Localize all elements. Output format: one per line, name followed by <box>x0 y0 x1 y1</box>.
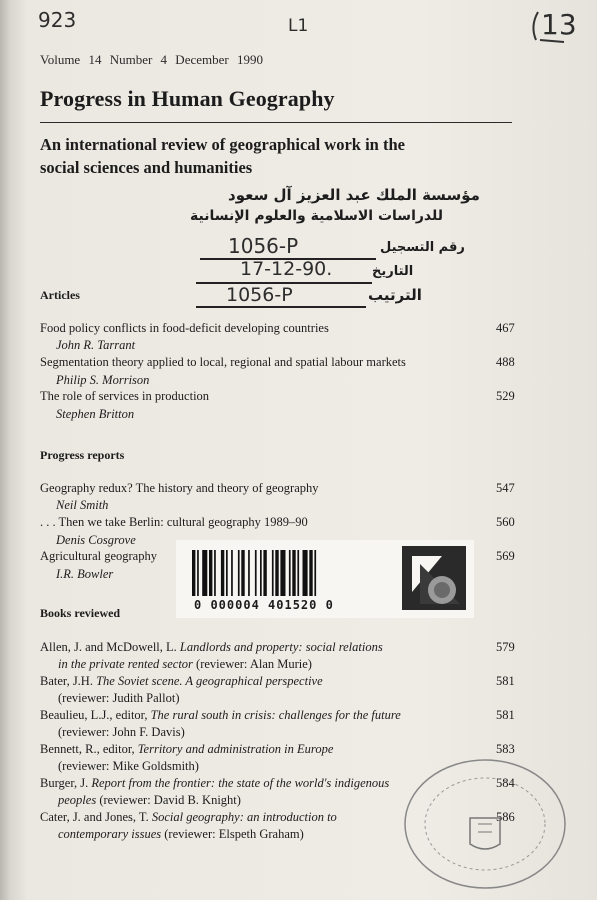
book-title: Territory and administration in Europe <box>137 742 334 756</box>
barcode-bar <box>202 550 207 596</box>
report-page: 547 <box>496 481 515 495</box>
book-citation-line-1 <box>40 776 389 791</box>
book-citation-line-2 <box>58 793 241 808</box>
book-title-continued: in the private rented sector <box>58 657 193 671</box>
barcode-bar <box>303 550 308 596</box>
barcode-bar <box>314 550 316 596</box>
barcode-bar <box>275 550 278 596</box>
book-page: 579 <box>496 640 515 654</box>
barcode-bar <box>289 550 291 596</box>
article-page: 467 <box>496 321 515 335</box>
book-citation-line-1 <box>40 674 323 689</box>
book-reviewer: (reviewer: Alan Murie) <box>192 657 312 671</box>
barcode-bar <box>255 550 257 596</box>
book-title: The Soviet scene. A geographical perspective <box>96 674 323 688</box>
barcode-bar <box>209 550 212 596</box>
barcode-bar <box>280 550 285 596</box>
barcode-bar <box>197 550 199 596</box>
article-author: Philip S. Morrison <box>56 373 150 387</box>
article-author: Stephen Britton <box>56 407 135 421</box>
section-progress-reports: Progress reports <box>40 448 125 462</box>
stamp-date-value: 17-12-90. <box>240 258 333 280</box>
barcode-bar <box>241 550 244 596</box>
book-citation-line-1 <box>40 742 333 757</box>
book-page: 581 <box>496 674 515 688</box>
book-citation-line-2 <box>58 691 180 706</box>
barcode-bar <box>238 550 240 596</box>
report-author: I.R. Bowler <box>56 567 114 581</box>
title-rule <box>40 122 512 123</box>
stamp-shelf-label: الترتيب <box>368 286 422 304</box>
handwritten-number-right: 13 <box>541 8 577 41</box>
report-page: 569 <box>496 549 515 563</box>
handwritten-bracket-icon <box>528 10 568 44</box>
book-author: Cater, J. and Jones, T. <box>40 810 152 824</box>
book-page: 584 <box>496 776 515 790</box>
journal-title: Progress in Human Geography <box>40 86 335 111</box>
handwritten-mark-center: L1 <box>288 16 309 36</box>
article-title: Food policy conflicts in food-deficit developing countries <box>40 321 329 335</box>
stamp-registration-label: رقم التسجيل <box>380 240 465 255</box>
book-title-continued: peoples <box>58 793 97 807</box>
report-author: Denis Cosgrove <box>56 533 136 547</box>
book-title: The rural south in crisis: challenges for the future <box>150 708 401 722</box>
book-title: Social geography: an introduction to <box>151 810 337 824</box>
book-reviewer: (reviewer: Elspeth Graham) <box>161 827 304 841</box>
issue-line: Volume 14 Number 4 December 1990 <box>40 52 263 67</box>
stamp-shelf-value: 1056-P <box>226 284 293 306</box>
book-citation-line-1 <box>40 640 383 655</box>
report-page: 560 <box>496 515 515 529</box>
book-title: Report from the frontier: the state of the world's indigenous <box>91 776 390 790</box>
section-books-reviewed: Books reviewed <box>40 606 121 620</box>
library-seal-icon <box>400 754 570 894</box>
barcode-bar <box>221 550 224 596</box>
book-reviewer: (reviewer: Mike Goldsmith) <box>58 759 199 773</box>
book-author: Beaulieu, L.J., editor, <box>40 708 151 722</box>
barcode-bar <box>272 550 274 596</box>
book-reviewer: (reviewer: David B. Knight) <box>96 793 241 807</box>
subtitle-line-1: An international review of geographical work in the <box>40 135 405 154</box>
book-citation-line-2 <box>58 725 185 740</box>
subtitle-line-2: social sciences and humanities <box>40 158 253 177</box>
article-page: 529 <box>496 389 515 403</box>
barcode-bar <box>292 550 295 596</box>
publisher-logo-icon <box>402 546 466 610</box>
stamp-registration-value: 1056-P <box>228 234 299 258</box>
book-author: Burger, J. <box>40 776 92 790</box>
book-citation-line-2 <box>58 759 199 774</box>
barcode-sticker <box>176 540 474 618</box>
book-reviewer: (reviewer: Judith Pallot) <box>58 691 180 705</box>
report-title: Agricultural geography <box>40 549 157 563</box>
barcode-bar <box>260 550 262 596</box>
book-citation-line-2 <box>58 827 304 842</box>
book-reviewer: (reviewer: John F. Davis) <box>58 725 185 739</box>
book-citation-line-2 <box>58 657 312 672</box>
handwritten-number-left: 923 <box>38 8 77 32</box>
article-title: The role of services in production <box>40 389 210 403</box>
book-citation-line-1 <box>40 810 337 825</box>
barcode-bar <box>309 550 312 596</box>
article-page: 488 <box>496 355 515 369</box>
stamp-institution-line: مؤسسة الملك عبد العزيز آل سعود <box>228 186 480 204</box>
report-title: . . . Then we take Berlin: cultural geography 1989–90 <box>40 515 308 529</box>
book-citation-line-1 <box>40 708 401 723</box>
barcode-bar <box>297 550 299 596</box>
book-page: 581 <box>496 708 515 722</box>
barcode-digits: 0 000004 401520 0 <box>194 598 334 612</box>
book-title: Landlords and property: social relations <box>179 640 383 654</box>
report-title: Geography redux? The history and theory of geography <box>40 481 319 495</box>
stamp-institution-line-2: للدراسات الاسلامية والعلوم الإنسانية <box>190 208 443 224</box>
book-author: Bater, J.H. <box>40 674 97 688</box>
article-title: Segmentation theory applied to local, regional and spatial labour markets <box>40 355 406 369</box>
barcode-bar <box>192 550 195 596</box>
stamp-rule-3 <box>196 306 366 308</box>
book-page: 583 <box>496 742 515 756</box>
barcode-bar <box>226 550 228 596</box>
barcode-bars <box>192 550 392 596</box>
barcode-bar <box>231 550 233 596</box>
section-articles: Articles <box>40 288 80 302</box>
barcode-bar <box>263 550 266 596</box>
stamp-date-label: التاريخ <box>372 264 414 279</box>
report-author: Neil Smith <box>56 498 109 512</box>
barcode-bar <box>214 550 216 596</box>
book-author: Allen, J. and McDowell, L. <box>40 640 180 654</box>
article-author: John R. Tarrant <box>56 338 136 352</box>
barcode-bar <box>248 550 250 596</box>
book-page: 586 <box>496 810 515 824</box>
book-author: Bennett, R., editor, <box>40 742 138 756</box>
book-title-continued: contemporary issues <box>58 827 162 841</box>
